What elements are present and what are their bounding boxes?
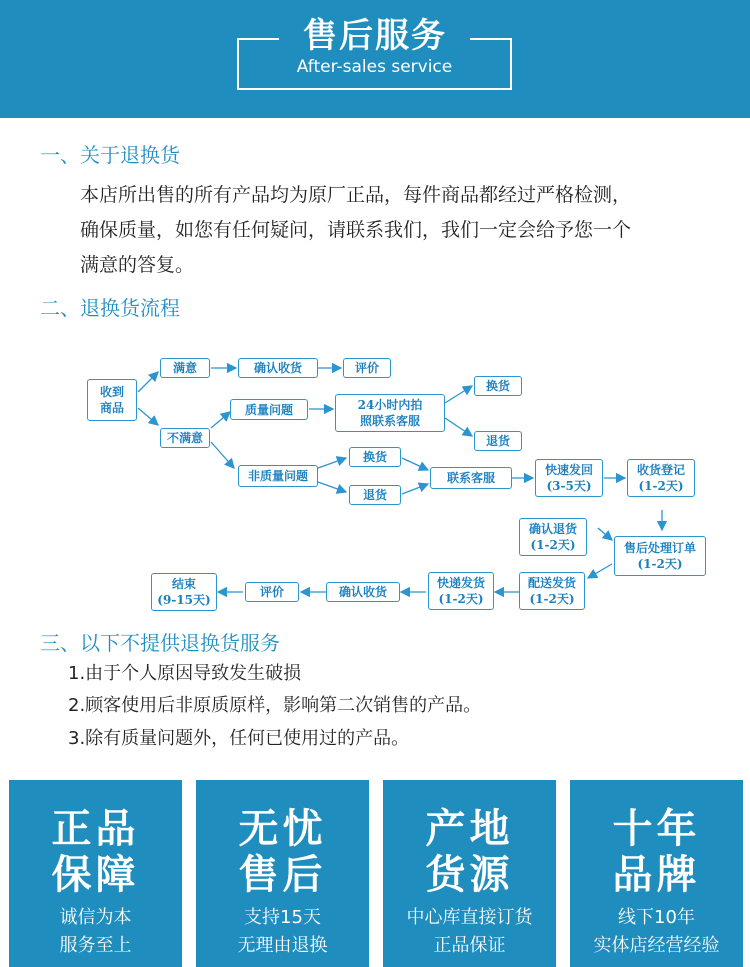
tile-heading: 货源	[425, 852, 514, 898]
paragraph-line: 本店所出售的所有产品均为原厂正品，每件商品都经过严格检测，	[80, 184, 632, 206]
tile-heading: 保障	[51, 852, 140, 898]
flow-aftersale-order: 售后处理订单 (1-2天)	[614, 536, 706, 576]
flow-non-quality-issue: 非质量问题	[238, 465, 318, 487]
exclusion-item: 1.由于个人原因导致发生破损	[68, 663, 302, 684]
tile-text: 诚信为本	[59, 907, 132, 928]
guarantee-tiles	[0, 780, 750, 967]
arrow	[445, 386, 472, 403]
tile-text: 中心库直接订货	[406, 907, 533, 928]
flow-exchange: 换货	[349, 447, 401, 467]
tile-heading: 品牌	[612, 852, 701, 898]
flow-review: 评价	[245, 582, 299, 602]
flow-exchange: 换货	[474, 376, 522, 396]
flow-confirm-receipt: 确认收货	[238, 358, 318, 378]
arrow	[445, 418, 472, 436]
flow-review: 评价	[343, 358, 391, 378]
flow-contact-service: 联系客服	[430, 467, 512, 489]
flow-return: 退货	[474, 431, 522, 451]
arrow	[138, 372, 158, 392]
exclusion-item: 3.除有质量问题外，任何已使用过的产品。	[68, 728, 410, 749]
arrow	[318, 482, 346, 492]
flow-express-back: 快速发回 (3-5天)	[535, 459, 603, 497]
flow-confirm-receipt: 确认收货	[326, 582, 400, 602]
page-title: 售后服务	[303, 16, 447, 56]
flow-receive-goods: 收到 商品	[87, 379, 137, 421]
tile-text: 正品保证	[433, 935, 506, 956]
exclusion-item: 2.顾客使用后非原质原样，影响第二次销售的产品。	[68, 695, 482, 716]
tile-heading: 十年	[612, 806, 701, 852]
flow-return: 退货	[349, 485, 401, 505]
tile-text: 实体店经营经验	[593, 935, 720, 956]
flow-quality-issue: 质量问题	[230, 399, 308, 420]
flow-express-ship: 快递发货 (1-2天)	[428, 572, 494, 610]
tile-heading: 售后	[238, 852, 327, 898]
paragraph-line: 确保质量，如您有任何疑问，请联系我们，我们一定会给予您一个	[80, 219, 632, 241]
tile-brand	[570, 780, 743, 967]
tile-aftersale	[196, 780, 369, 967]
arrow	[211, 412, 230, 428]
tile-heading: 正品	[51, 806, 140, 852]
flow-unsatisfied: 不满意	[160, 428, 210, 448]
paragraph-line: 满意的答复。	[80, 254, 195, 276]
tile-heading: 无忧	[238, 806, 327, 852]
tile-origin	[383, 780, 556, 967]
tile-text: 服务至上	[59, 935, 132, 956]
section-title-exclusions: 三、以下不提供退换货服务	[40, 631, 280, 655]
arrow	[138, 408, 158, 425]
arrow	[211, 442, 234, 468]
tile-genuine	[9, 780, 182, 967]
flow-end: 结束 (9-15天)	[151, 573, 217, 611]
arrow	[588, 564, 612, 578]
section-title-process: 二、退换货流程	[40, 296, 180, 320]
tile-text: 线下10年	[618, 907, 695, 928]
page-subtitle: After-sales service	[296, 57, 453, 77]
tile-text: 支持15天	[244, 907, 321, 928]
arrow	[318, 458, 346, 468]
flow-contact-24h: 24小时内拍 照联系客服	[335, 394, 445, 432]
tile-text: 无理由退换	[237, 935, 328, 956]
arrow	[598, 528, 612, 540]
flow-receipt-register: 收货登记 (1-2天)	[627, 459, 695, 497]
tile-heading: 产地	[425, 806, 514, 852]
flow-delivery-ship: 配送发货 (1-2天)	[519, 572, 585, 610]
arrow	[402, 458, 428, 470]
section-title-returns: 一、关于退换货	[40, 143, 180, 167]
flow-satisfied: 满意	[160, 358, 210, 378]
flow-confirm-refund: 确认退货 (1-2天)	[519, 518, 587, 556]
arrow	[402, 484, 428, 494]
